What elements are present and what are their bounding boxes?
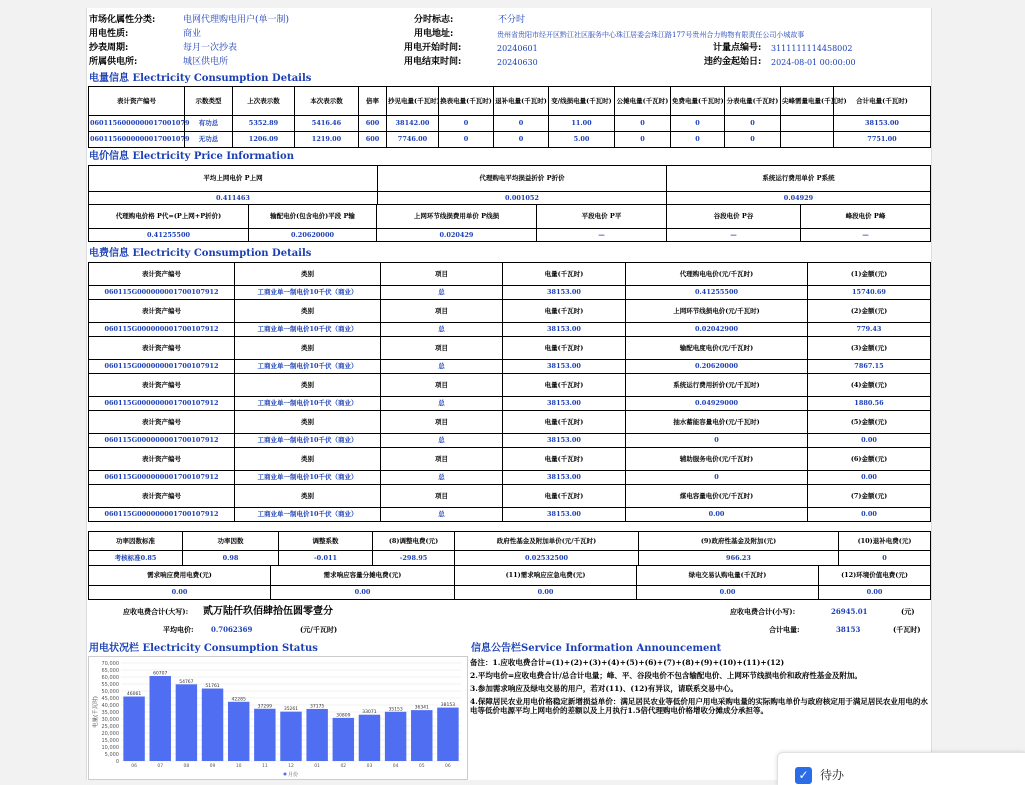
pf-value-cell: 考核标准0.85 [89, 551, 183, 566]
chart-y-axis-label: 电量(千瓦时) [93, 696, 99, 728]
total-qty-unit: (千瓦时) [893, 625, 921, 634]
fee-value-row [89, 471, 931, 485]
price-header-cell: 代理购电价格 P代=(P上网+P折价) [89, 205, 249, 229]
meter-point-value: 3111111114458002 [771, 44, 853, 53]
fee-header-row [89, 263, 931, 286]
fee-header-cell: 电量(千瓦时) [503, 263, 626, 286]
total-qty-label: 合计电量: [769, 625, 800, 634]
chart-x-tick-label: 09 [209, 764, 216, 769]
fee-header-cell: 电量(千瓦时) [503, 300, 626, 323]
fee-header-cell: (4)金额(元) [808, 374, 931, 397]
fee-header-cell: 电量(千瓦时) [503, 337, 626, 360]
fee-header-cell: 电量(千瓦时) [503, 448, 626, 471]
consumption-header-row [89, 87, 931, 116]
tou-value: 不分时 [498, 15, 526, 25]
consumption-cell: 无功总 [185, 132, 233, 148]
price-header-cell: 谷段电价 P谷 [667, 205, 801, 229]
consumption-cell: 0601156000000017001079 [89, 116, 185, 132]
chart-x-tick-label: 05 [418, 764, 425, 769]
fee-value-cell: 工商业单一制电价10千伏（商业） [235, 434, 381, 448]
fee-header-cell: 类别 [235, 263, 381, 286]
fee-header-cell: 表计资产编号 [89, 374, 235, 397]
chart-title: 用电状况栏 Electricity Consumption Status [89, 643, 318, 654]
fee-value-cell: 工商业单一制电价10千伏（商业） [235, 471, 381, 485]
checkbox-icon[interactable]: ✓ [795, 767, 812, 784]
dr-value-cell: 0.00 [89, 586, 271, 600]
chart-data-label: 30809 [336, 713, 351, 719]
fee-value-cell: 总 [381, 323, 503, 337]
chart-x-tick-label: 03 [366, 764, 373, 769]
fee-value-cell: 0 [626, 471, 808, 485]
price-section-title: 电价信息 Electricity Price Information [89, 151, 294, 162]
price-value-cell: — [667, 229, 801, 242]
fee-header-cell: 电量(千瓦时) [503, 411, 626, 434]
fee-value-cell: 0.41255500 [626, 286, 808, 300]
fee-header-cell: 输配电度电价(元/千瓦时) [626, 337, 808, 360]
fee-value-cell: 779.43 [808, 323, 931, 337]
consumption-section-title: 电量信息 Electricity Consumption Details [89, 73, 312, 84]
chart-x-tick-label: 08 [183, 764, 190, 769]
address-label: 用电地址: [414, 29, 454, 39]
fee-value-row [89, 360, 931, 374]
meter-point-label: 计量点编号: [713, 43, 762, 53]
consumption-header-cell: 分表电量(千瓦时) [725, 87, 781, 116]
fee-header-cell: 上网环节线损电价(元/千瓦时) [626, 300, 808, 323]
consumption-cell: 0601156000000017001079 [89, 132, 185, 148]
chart-x-tick-label: 04 [392, 764, 399, 769]
consumption-header-cell: 公摊电量(千瓦时) [615, 87, 671, 116]
consumption-cell: 0 [615, 132, 671, 148]
consumption-cell: 0 [725, 116, 781, 132]
consumption-chart-svg [89, 657, 467, 779]
fee-table [88, 262, 931, 522]
avg-price-value: 0.7062369 [211, 625, 253, 634]
fee-header-row [89, 300, 931, 323]
price-header-cell: 系统运行费用单价 P系统 [667, 166, 931, 192]
consumption-cell: 5416.46 [295, 116, 359, 132]
consumption-cell: 0 [671, 132, 725, 148]
chart-bar [385, 712, 406, 761]
fee-header-cell: (6)金额(元) [808, 448, 931, 471]
fee-header-row [89, 485, 931, 508]
fee-header-cell: 煤电容量电价(元/千瓦时) [626, 485, 808, 508]
consumption-cell: 1206.09 [233, 132, 295, 148]
fee-header-cell: 表计资产编号 [89, 448, 235, 471]
fee-header-cell: (5)金额(元) [808, 411, 931, 434]
fee-value-cell: 工商业单一制电价10千伏（商业） [235, 323, 381, 337]
pf-header-cell: (10)退补电费(元) [839, 532, 931, 551]
fee-header-cell: 抽水蓄能容量电价(元/千瓦时) [626, 411, 808, 434]
fee-header-cell: 项目 [381, 448, 503, 471]
fee-header-cell: 系统运行费用折价(元/千瓦时) [626, 374, 808, 397]
chart-y-tick-label: 60,000 [101, 675, 119, 681]
notice-title: 信息公告栏Service Information Announcement [471, 643, 722, 654]
price-value-cell: — [537, 229, 667, 242]
consumption-cell [781, 132, 834, 148]
fee-value-cell: 060115G000000001700107912 [89, 323, 235, 337]
fee-header-row [89, 411, 931, 434]
pf-header-cell: (8)调整电费(元) [373, 532, 455, 551]
chart-bar [228, 702, 249, 761]
fee-header-cell: 表计资产编号 [89, 337, 235, 360]
fee-header-row [89, 337, 931, 360]
price-value-cell: 0.001052 [378, 192, 667, 205]
price-detail-table [88, 204, 931, 242]
fee-value-cell: 总 [381, 434, 503, 448]
fee-value-row [89, 397, 931, 411]
chart-data-label: 36341 [414, 705, 429, 711]
end-label: 用电结束时间: [404, 57, 462, 67]
fee-value-cell: 1880.56 [808, 397, 931, 411]
fee-value-cell: 060115G000000001700107912 [89, 434, 235, 448]
chart-data-label: 35153 [388, 707, 403, 713]
usage-value: 商业 [183, 29, 202, 39]
chart-bar [150, 676, 171, 761]
fee-value-cell: 15740.69 [808, 286, 931, 300]
chart-x-tick-label: 10 [235, 764, 242, 769]
pf-value-cell: -0.011 [279, 551, 373, 566]
price-value-cell: 0.20620000 [249, 229, 377, 242]
fee-header-cell: 项目 [381, 485, 503, 508]
fee-value-cell: 060115G000000001700107912 [89, 360, 235, 374]
fee-value-cell: 38153.00 [503, 286, 626, 300]
consumption-cell: 38153.00 [834, 116, 931, 132]
price-header-cell: 输配电价(包含电价)平段 P输 [249, 205, 377, 229]
price-header-cell: 上网环节线损费用单价 P线损 [377, 205, 537, 229]
consumption-cell: 600 [359, 132, 387, 148]
chart-bar [202, 689, 223, 761]
pf-header-cell: 调整系数 [279, 532, 373, 551]
fee-value-cell: 总 [381, 286, 503, 300]
fee-value-cell: 38153.00 [503, 434, 626, 448]
fee-value-cell: 0 [626, 434, 808, 448]
penalty-label: 违约金起始日: [704, 57, 762, 67]
chart-bar [359, 715, 380, 761]
start-value: 20240601 [497, 44, 538, 53]
consumption-cell: 0 [725, 132, 781, 148]
chart-bar [437, 708, 458, 761]
chart-y-tick-label: 30,000 [101, 717, 119, 723]
fee-value-row [89, 323, 931, 337]
consumption-cell: 有功总 [185, 116, 233, 132]
penalty-value: 2024-08-01 00:00:00 [771, 58, 856, 67]
fee-value-cell: 总 [381, 508, 503, 522]
fee-value-cell: 060115G000000001700107912 [89, 286, 235, 300]
consumption-cell: 0 [439, 116, 494, 132]
pf-header-cell: 功率因数标准 [89, 532, 183, 551]
dr-value-cell: 0.00 [637, 586, 819, 600]
address-value: 贵州省贵阳市经开区黔江社区服务中心珠江居委会珠江路177号贵州合力购物有限责任公司小城故事 [497, 31, 805, 39]
consumption-cell: 7751.00 [834, 132, 931, 148]
pf-value-cell: 966.23 [639, 551, 839, 566]
chart-bar [333, 718, 354, 761]
fee-value-cell: 工商业单一制电价10千伏（商业） [235, 508, 381, 522]
chart-y-tick-label: 70,000 [101, 661, 119, 667]
chart-x-tick-label: 11 [261, 764, 268, 769]
chart-y-tick-label: 40,000 [101, 703, 119, 709]
chart-data-label: 51761 [205, 684, 220, 690]
chart-data-label: 37175 [309, 704, 325, 710]
fee-header-cell: 项目 [381, 300, 503, 323]
fee-value-cell: 0.00 [808, 434, 931, 448]
power-factor-table [88, 531, 931, 566]
avg-price-label: 平均电价: [163, 625, 194, 634]
chart-x-tick-label: 06 [131, 764, 137, 769]
total-num-label: 应收电费合计(小写): [730, 607, 796, 616]
price-value-cell: — [801, 229, 931, 242]
consumption-cell: 38142.00 [387, 116, 439, 132]
consumption-header-cell: 合计电量(千瓦时) [834, 87, 931, 116]
consumption-cell: 0 [615, 116, 671, 132]
fee-value-cell: 38153.00 [503, 508, 626, 522]
notice-item: 4.保障居民农业用电价格稳定新增损益单价：满足居民农业等低价用户用电采购电量的实际购电单价与政府核定用于满足居民农业用电的水电等低价电源平均上网电价的差额以及上月执行1.5倍代理购电价格增收分摊成分承担等。 [470, 697, 928, 715]
fee-header-cell: 表计资产编号 [89, 300, 235, 323]
chart-y-tick-label: 25,000 [101, 724, 119, 730]
price-header-cell: 代理购电平均损益折价 P折价 [378, 166, 667, 192]
fee-header-cell: 表计资产编号 [89, 485, 235, 508]
end-value: 20240630 [497, 58, 538, 67]
chart-x-tick-label: 06 [445, 764, 451, 769]
chart-legend-marker [284, 773, 287, 776]
demand-response-table [88, 565, 931, 600]
fee-header-cell: 类别 [235, 337, 381, 360]
chart-y-tick-label: 45,000 [101, 696, 119, 702]
total-unit: (元) [901, 607, 915, 616]
pf-value-cell: 0.98 [183, 551, 279, 566]
fee-value-cell: 38153.00 [503, 360, 626, 374]
fee-header-cell: (2)金额(元) [808, 300, 931, 323]
consumption-header-cell: 本次表示数 [295, 87, 359, 116]
consumption-cell: 7746.00 [387, 132, 439, 148]
avg-price-unit: (元/千瓦时) [300, 625, 338, 634]
consumption-header-cell: 退补电量(千瓦时) [494, 87, 549, 116]
chart-bar [411, 710, 432, 761]
chart-x-tick-label: 12 [288, 764, 294, 769]
todo-widget[interactable] [777, 752, 1025, 785]
chart-data-label: 33071 [362, 710, 377, 716]
pf-value-cell: 0.02532500 [455, 551, 639, 566]
price-value-cell: 0.020429 [377, 229, 537, 242]
consumption-cell: 11.00 [549, 116, 615, 132]
total-num-value: 26945.01 [831, 607, 868, 616]
consumption-chart [88, 656, 468, 780]
consumption-header-cell: 示数类型 [185, 87, 233, 116]
fee-header-cell: 类别 [235, 485, 381, 508]
chart-y-tick-label: 0 [115, 759, 119, 765]
fee-value-cell: 38153.00 [503, 397, 626, 411]
consumption-cell: 0 [439, 132, 494, 148]
supply-value: 城区供电所 [183, 57, 229, 67]
consumption-cell: 0 [494, 116, 549, 132]
total-qty-value: 38153 [836, 625, 861, 634]
dr-header-cell: (12)环境价值电费(元) [819, 566, 931, 586]
fee-value-cell: 0.00 [626, 508, 808, 522]
notice-item: 2.平均电价=应收电费合计/总合计电量；峰、平、谷段电价不包含输配电价、上网环节线损电价和政府性基金及附加。 [470, 671, 862, 680]
start-label: 用电开始时间: [404, 43, 462, 53]
chart-x-tick-label: 02 [340, 764, 347, 769]
chart-data-label: 46061 [126, 692, 142, 698]
fee-value-row [89, 434, 931, 448]
consumption-row [89, 116, 931, 132]
price-header-cell: 平段电价 P平 [537, 205, 667, 229]
fee-header-cell: 辅助服务电价(元/千瓦时) [626, 448, 808, 471]
fee-header-cell: 类别 [235, 374, 381, 397]
chart-data-label: 60707 [153, 671, 168, 677]
consumption-cell: 5352.89 [233, 116, 295, 132]
market-value: 电网代理购电用户(单一制) [183, 15, 290, 25]
consumption-header-cell: 倍率 [359, 87, 387, 116]
chart-y-tick-label: 55,000 [101, 682, 119, 688]
consumption-cell: 0 [494, 132, 549, 148]
consumption-row [89, 132, 931, 148]
notice-board [470, 658, 930, 719]
chart-bar [306, 709, 327, 761]
usage-label: 用电性质: [89, 29, 129, 39]
consumption-cell: 1219.00 [295, 132, 359, 148]
supply-label: 所属供电所: [89, 57, 138, 67]
fee-value-cell: 总 [381, 360, 503, 374]
fee-header-cell: 项目 [381, 337, 503, 360]
chart-data-label: 38153 [440, 703, 456, 709]
dr-value-cell: 0.00 [271, 586, 455, 600]
pf-value-cell: 0 [839, 551, 931, 566]
dr-value-cell: 0.00 [819, 586, 931, 600]
fee-header-cell: 类别 [235, 448, 381, 471]
fee-header-cell: (3)金额(元) [808, 337, 931, 360]
chart-y-tick-label: 10,000 [101, 745, 119, 751]
consumption-header-cell: 变/线损电量(千瓦时) [549, 87, 615, 116]
price-value-cell: 0.41255500 [89, 229, 249, 242]
pf-header-cell: 功率因数 [183, 532, 279, 551]
price-value-cell: 0.411463 [89, 192, 378, 205]
chart-data-label: 54767 [179, 679, 194, 685]
fee-value-cell: 工商业单一制电价10千伏（商业） [235, 397, 381, 411]
fee-value-cell: 38153.00 [503, 471, 626, 485]
fee-header-cell: (7)金额(元) [808, 485, 931, 508]
total-cn-value: 贰万陆仟玖佰肆拾伍圆零壹分 [203, 606, 333, 617]
pf-value-cell: -298.95 [373, 551, 455, 566]
consumption-header-cell: 上次表示数 [233, 87, 295, 116]
fee-header-cell: 表计资产编号 [89, 263, 235, 286]
consumption-cell [781, 116, 834, 132]
chart-x-tick-label: 07 [157, 764, 164, 769]
chart-bar [123, 697, 144, 761]
market-label: 市场化属性分类: [89, 15, 156, 25]
price-header-cell: 峰段电价 P峰 [801, 205, 931, 229]
fee-value-cell: 0.00 [808, 471, 931, 485]
pf-header-cell: 政府性基金及附加单价(元/千瓦时) [455, 532, 639, 551]
cycle-label: 抄表周期: [89, 43, 129, 53]
price-header-cell: 平均上网电价 P上网 [89, 166, 378, 192]
chart-x-tick-label: 01 [314, 764, 321, 769]
dr-header-cell: (11)需求响应应急电费(元) [455, 566, 637, 586]
dr-header-cell: 需求响应容量分摊电费(元) [271, 566, 455, 586]
chart-y-tick-label: 15,000 [101, 738, 119, 744]
dr-header-cell: 需求响应费用电费(元) [89, 566, 271, 586]
consumption-cell: 0 [671, 116, 725, 132]
fee-value-cell: 060115G000000001700107912 [89, 471, 235, 485]
consumption-header-cell: 表计资产编号 [89, 87, 185, 116]
consumption-header-cell: 换表电量(千瓦时) [439, 87, 494, 116]
chart-y-tick-label: 20,000 [101, 731, 119, 737]
tou-label: 分时标志: [414, 15, 454, 25]
fee-header-row [89, 448, 931, 471]
total-cn-label: 应收电费合计(大写): [123, 607, 189, 616]
fee-value-cell: 0.02042900 [626, 323, 808, 337]
dr-header-cell: 绿电交易认购电量(千瓦时) [637, 566, 819, 586]
chart-y-tick-label: 65,000 [101, 668, 119, 674]
fee-header-cell: 类别 [235, 411, 381, 434]
chart-bar [280, 712, 301, 761]
cycle-value: 每月一次抄表 [183, 43, 238, 53]
chart-y-tick-label: 50,000 [101, 689, 119, 695]
chart-data-label: 37299 [257, 704, 273, 710]
fee-header-cell: (1)金额(元) [808, 263, 931, 286]
todo-label[interactable]: 待办 [820, 768, 845, 782]
fee-header-cell: 类别 [235, 300, 381, 323]
fee-value-cell: 7867.15 [808, 360, 931, 374]
fee-header-cell: 表计资产编号 [89, 411, 235, 434]
price-table [88, 165, 931, 205]
chart-y-tick-label: 35,000 [101, 710, 119, 716]
consumption-header-cell: 免费电量(千瓦时) [671, 87, 725, 116]
fee-value-cell: 38153.00 [503, 323, 626, 337]
chart-legend-label: 月份 [288, 772, 299, 778]
fee-value-cell: 工商业单一制电价10千伏（商业） [235, 286, 381, 300]
fee-header-cell: 电量(千瓦时) [503, 374, 626, 397]
notice-item: 3.参加需求响应及绿电交易的用户，若对(11)、(12)有异议，请联系交易中心。 [470, 684, 738, 693]
fee-value-cell: 总 [381, 471, 503, 485]
fee-header-row [89, 374, 931, 397]
fee-value-cell: 总 [381, 397, 503, 411]
fee-value-cell: 060115G000000001700107912 [89, 508, 235, 522]
price-value-cell: 0.04929 [667, 192, 931, 205]
fee-value-row [89, 286, 931, 300]
fee-value-cell: 0.04929000 [626, 397, 808, 411]
consumption-header-cell: 尖峰需量电量(千瓦时) [781, 87, 834, 116]
fee-header-cell: 项目 [381, 411, 503, 434]
consumption-cell: 600 [359, 116, 387, 132]
fee-value-cell: 工商业单一制电价10千伏（商业） [235, 360, 381, 374]
fee-value-cell: 060115G000000001700107912 [89, 397, 235, 411]
consumption-cell: 5.00 [549, 132, 615, 148]
fee-header-cell: 项目 [381, 263, 503, 286]
fee-value-cell: 0.00 [808, 508, 931, 522]
fee-header-cell: 项目 [381, 374, 503, 397]
chart-data-label: 42285 [231, 697, 246, 703]
chart-bar [254, 709, 275, 761]
chart-bar [176, 684, 197, 761]
pf-header-cell: (9)政府性基金及附加(元) [639, 532, 839, 551]
fee-value-cell: 0.20620000 [626, 360, 808, 374]
consumption-table [88, 86, 931, 148]
chart-y-tick-label: 5,000 [104, 752, 119, 758]
fee-header-cell: 电量(千瓦时) [503, 485, 626, 508]
fee-value-row [89, 508, 931, 522]
fee-header-cell: 代理购电电价(元/千瓦时) [626, 263, 808, 286]
dr-value-cell: 0.00 [455, 586, 637, 600]
chart-data-label: 35261 [283, 707, 299, 713]
fee-section-title: 电费信息 Electricity Consumption Details [89, 248, 312, 259]
consumption-header-cell: 抄见电量(千瓦时) [387, 87, 439, 116]
notice-item: 备注：1.应收电费合计=(1)+(2)+(3)+(4)+(5)+(6)+(7)+(8)+(9)+(10)+(11)+(12) [470, 658, 785, 667]
